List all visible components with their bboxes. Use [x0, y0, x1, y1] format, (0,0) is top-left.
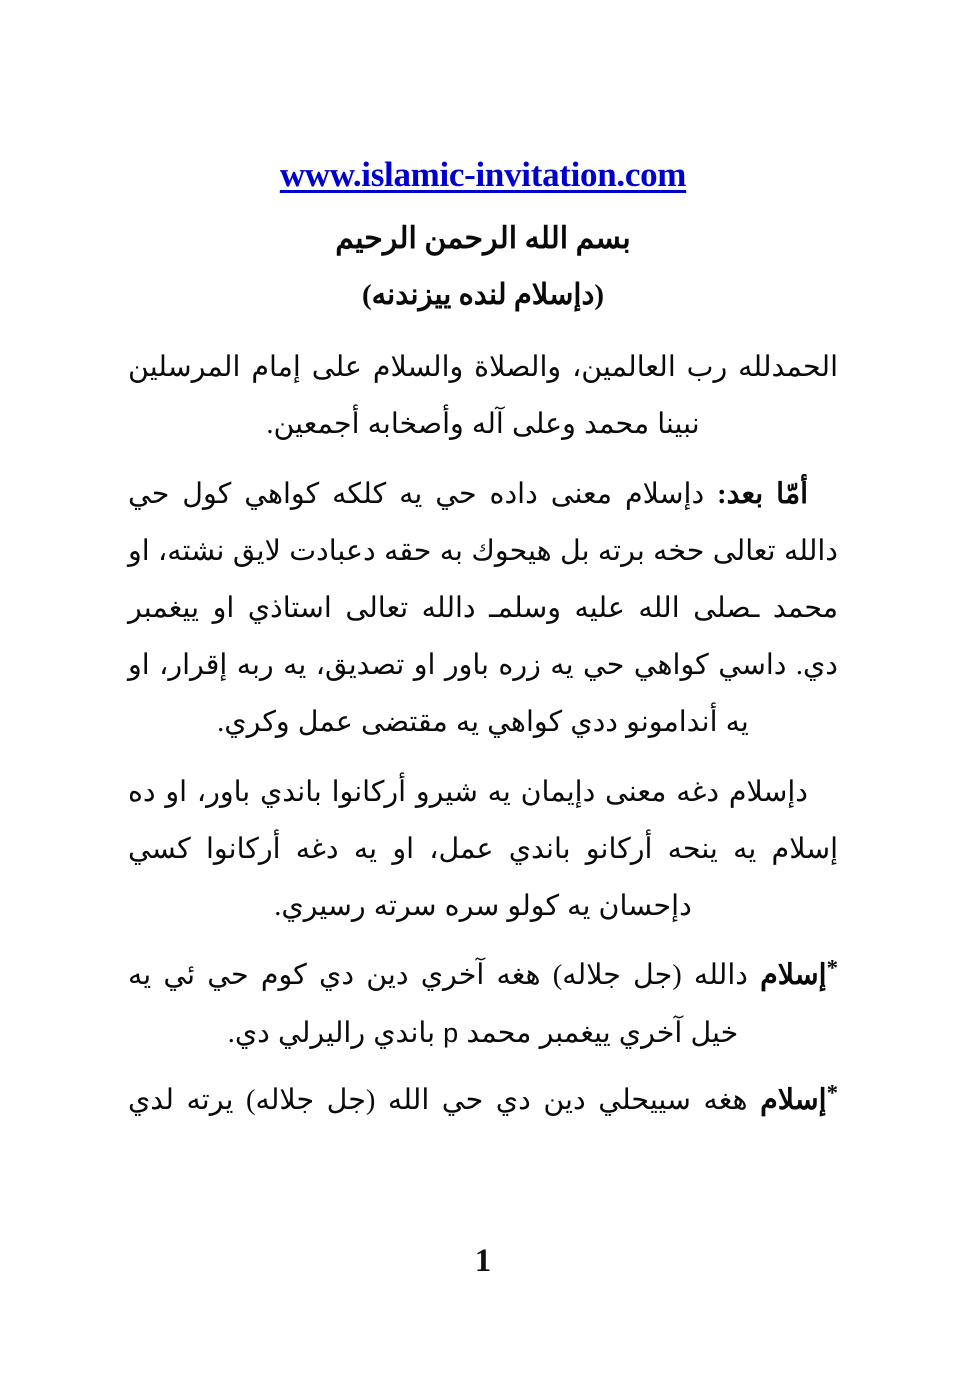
intro-text: الحمدلله رب العالمين، والصلاة والسلام على إمام المرسلين نبينا محمد وعلى آله وأصخابه أجمعين.: [128, 352, 838, 441]
page-content: [128, 0, 838, 1129]
paragraph-intro: [128, 339, 838, 453]
amma-baad-body: دإسلام معنى داده حي يه كلكه كواهي كول حي دالله تعالى حخه برته بل هيحوك به حقه دعبادت لايق نشته، او محمد ـصلى الله عليه وسلمـ دالله تعالى استاذي او ييغمبر دي. داسي كواهي حي يه زره باور او تصديق، يه ربه إقرار، او يه أندامونو ددي كواهي يه مقتضى عمل وكري.: [128, 479, 838, 739]
paragraph-star-one: [128, 947, 838, 1062]
page-number: 1: [474, 1243, 492, 1279]
amma-baad-label: أمّا بعد:: [717, 479, 809, 511]
paragraph-star-two: [128, 1072, 838, 1129]
star-one-keyword: إسلام: [760, 960, 827, 992]
star-one-body-first: دالله (جل جلاله) هغه آخري دين دي كوم حي ئي يه خيل آخري ييغمبر محمد: [128, 960, 761, 1050]
book-title-heading: (دإسلام لنده ييزندنه): [361, 278, 605, 311]
asterisk-marker-icon: *: [826, 955, 838, 981]
paragraph-amma-baad: [128, 466, 838, 751]
basmala-heading: بسم الله الرحمن الرحيم: [335, 221, 631, 255]
paragraph-definition: [128, 764, 838, 935]
salawat-symbol-icon: p: [443, 1017, 459, 1049]
definition-text: دإسلام دغه معنى دإيمان يه شيرو أركانوا باندي باور، او ده إسلام يه ينحه أركانو باندي عمل، او يه دغه أركانوا كسي دإحسان يه كولو سره سرته رسيري.: [128, 777, 838, 923]
site-url-link[interactable]: www.islamic-invitation.com: [279, 155, 687, 194]
asterisk-marker-icon: *: [826, 1080, 838, 1106]
star-two-body: هغه سييحلي دين دي حي الله (جل جلاله) يرته لدي: [128, 1085, 761, 1117]
star-two-keyword: إسلام: [760, 1085, 827, 1117]
star-one-body-second: باندي راليرلي دي.: [227, 1018, 444, 1050]
